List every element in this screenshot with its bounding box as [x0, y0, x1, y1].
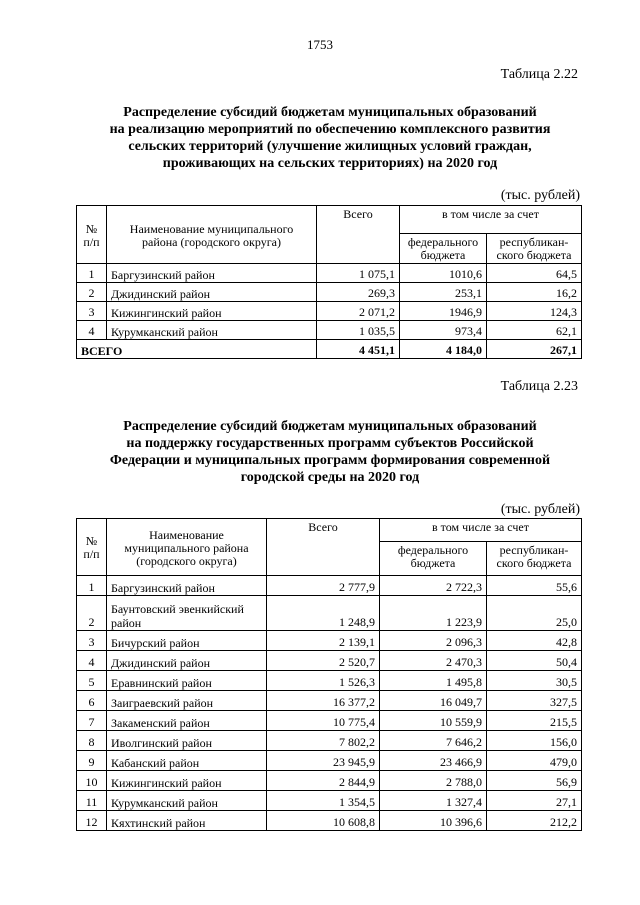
cell-total: 10 608,8: [267, 811, 380, 831]
cell-total: 1 075,1: [317, 264, 400, 283]
table-row: [77, 302, 582, 321]
header-total: Всего: [267, 519, 380, 576]
cell-republic: 479,0: [487, 751, 582, 771]
table-row: [77, 731, 582, 751]
header-incl: в том числе за счет: [400, 206, 582, 234]
cell-federal: 7 646,2: [380, 731, 487, 751]
cell-federal: 973,4: [400, 321, 487, 340]
header-incl: в том числе за счет: [380, 519, 582, 542]
cell-total: 1 248,9: [267, 596, 380, 631]
cell-num: 4: [77, 321, 107, 340]
header-federal: федерального бюджета: [400, 234, 487, 264]
cell-name: Баргузинский район: [107, 264, 317, 283]
header-name: Наименование муниципального района (городского округа): [107, 519, 267, 576]
cell-num: 3: [77, 631, 107, 651]
cell-republic: 42,8: [487, 631, 582, 651]
cell-num: 11: [77, 791, 107, 811]
table-label-2: Таблица 2.23: [500, 379, 578, 394]
title-line: Распределение субсидий бюджетам муниципальных образований: [123, 105, 537, 120]
cell-num: 5: [77, 671, 107, 691]
total-row: [77, 340, 582, 359]
cell-num: 1: [77, 264, 107, 283]
table-row: [77, 691, 582, 711]
title-line: городской среды на 2020 год: [240, 470, 420, 485]
title-line: Распределение субсидий бюджетам муниципальных образований: [123, 419, 537, 434]
table-row: [77, 791, 582, 811]
header-num: № п/п: [77, 519, 107, 576]
cell-name: Кяхтинский район: [107, 811, 267, 831]
cell-num: 3: [77, 302, 107, 321]
cell-federal: 1 327,4: [380, 791, 487, 811]
header-republic: республикан-ского бюджета: [487, 542, 582, 576]
cell-total: 2 777,9: [267, 576, 380, 596]
cell-federal: 23 466,9: [380, 751, 487, 771]
cell-federal: 253,1: [400, 283, 487, 302]
cell-total: 7 802,2: [267, 731, 380, 751]
table-row: [77, 811, 582, 831]
cell-republic: 124,3: [487, 302, 582, 321]
page-number: 1753: [307, 37, 333, 52]
cell-name: Кижингинский район: [107, 302, 317, 321]
cell-republic: 16,2: [487, 283, 582, 302]
total-federal: 4 184,0: [400, 340, 487, 359]
table-row: [77, 576, 582, 596]
cell-total: 10 775,4: [267, 711, 380, 731]
cell-name: Баунтовский эвенкийский район: [107, 596, 267, 631]
cell-federal: 2 722,3: [380, 576, 487, 596]
cell-republic: 62,1: [487, 321, 582, 340]
title-line: на реализацию мероприятий по обеспечению комплексного развития: [109, 122, 551, 137]
cell-num: 6: [77, 691, 107, 711]
cell-republic: 64,5: [487, 264, 582, 283]
cell-num: 10: [77, 771, 107, 791]
cell-republic: 25,0: [487, 596, 582, 631]
table-row: [77, 671, 582, 691]
title-line: сельских территорий (улучшение жилищных условий граждан,: [128, 139, 532, 154]
cell-total: 1 354,5: [267, 791, 380, 811]
units-label-2: (тыс. рублей): [500, 502, 580, 517]
title-line: на поддержку государственных программ субъектов Российской: [126, 436, 534, 451]
cell-republic: 55,6: [487, 576, 582, 596]
cell-federal: 2 470,3: [380, 651, 487, 671]
cell-num: 9: [77, 751, 107, 771]
cell-name: Кабанский район: [107, 751, 267, 771]
cell-name: Иволгинский район: [107, 731, 267, 751]
units-label-1: (тыс. рублей): [500, 188, 580, 203]
title-line: Федерации и муниципальных программ формирования современной: [109, 453, 551, 468]
total-republic: 267,1: [487, 340, 582, 359]
cell-total: 269,3: [317, 283, 400, 302]
cell-federal: 2 096,3: [380, 631, 487, 651]
table-title-1: [80, 104, 580, 172]
table-row: [77, 596, 582, 631]
cell-num: 4: [77, 651, 107, 671]
cell-num: 12: [77, 811, 107, 831]
header-republic: республикан-ского бюджета: [487, 234, 582, 264]
table-row: [77, 711, 582, 731]
cell-name: Баргузинский район: [107, 576, 267, 596]
cell-federal: 1010,6: [400, 264, 487, 283]
cell-republic: 212,2: [487, 811, 582, 831]
cell-name: Джидинский район: [107, 283, 317, 302]
table-label-1: Таблица 2.22: [500, 67, 578, 82]
table-row: [77, 771, 582, 791]
cell-name: Еравнинский район: [107, 671, 267, 691]
cell-federal: 1946,9: [400, 302, 487, 321]
header-num: № п/п: [77, 206, 107, 264]
cell-republic: 30,5: [487, 671, 582, 691]
table-row: [77, 321, 582, 340]
table-row: [77, 751, 582, 771]
header-name: Наименование муниципального района (городского округа): [107, 206, 317, 264]
cell-num: 2: [77, 283, 107, 302]
cell-total: 16 377,2: [267, 691, 380, 711]
cell-total: 1 526,3: [267, 671, 380, 691]
table-row: [77, 631, 582, 651]
cell-num: 1: [77, 576, 107, 596]
subsidy-table-1: [76, 205, 582, 359]
cell-federal: 10 396,6: [380, 811, 487, 831]
cell-total: 2 139,1: [267, 631, 380, 651]
cell-republic: 215,5: [487, 711, 582, 731]
cell-name: Кижингинский район: [107, 771, 267, 791]
cell-name: Бичурский район: [107, 631, 267, 651]
cell-name: Джидинский район: [107, 651, 267, 671]
table-row: [77, 651, 582, 671]
cell-name: Курумканский район: [107, 321, 317, 340]
cell-num: 7: [77, 711, 107, 731]
table-row: [77, 264, 582, 283]
cell-federal: 1 495,8: [380, 671, 487, 691]
cell-federal: 16 049,7: [380, 691, 487, 711]
total-label: ВСЕГО: [77, 340, 317, 359]
cell-federal: 10 559,9: [380, 711, 487, 731]
cell-name: Курумканский район: [107, 791, 267, 811]
total-total: 4 451,1: [317, 340, 400, 359]
cell-total: 2 071,2: [317, 302, 400, 321]
table-row: [77, 283, 582, 302]
cell-name: Закаменский район: [107, 711, 267, 731]
cell-num: 8: [77, 731, 107, 751]
header-federal: федерального бюджета: [380, 542, 487, 576]
cell-total: 1 035,5: [317, 321, 400, 340]
cell-federal: 2 788,0: [380, 771, 487, 791]
cell-republic: 327,5: [487, 691, 582, 711]
cell-republic: 156,0: [487, 731, 582, 751]
cell-republic: 56,9: [487, 771, 582, 791]
cell-federal: 1 223,9: [380, 596, 487, 631]
cell-total: 2 520,7: [267, 651, 380, 671]
cell-total: 23 945,9: [267, 751, 380, 771]
subsidy-table-2: [76, 518, 582, 831]
cell-name: Заиграевский район: [107, 691, 267, 711]
cell-num: 2: [77, 596, 107, 631]
table-title-2: [80, 418, 580, 486]
cell-republic: 27,1: [487, 791, 582, 811]
cell-republic: 50,4: [487, 651, 582, 671]
title-line: проживающих на сельских территориях) на 2020 год: [162, 156, 498, 171]
header-total: Всего: [317, 206, 400, 264]
cell-total: 2 844,9: [267, 771, 380, 791]
